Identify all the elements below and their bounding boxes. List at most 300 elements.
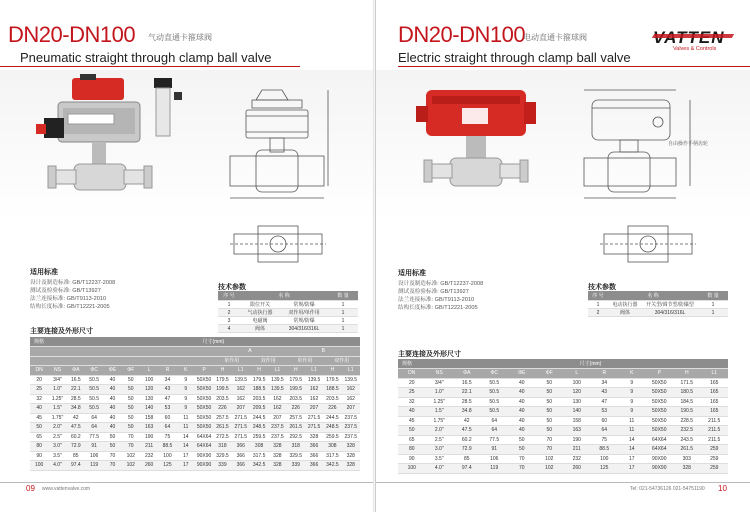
table-cell: 90X90	[646, 454, 674, 464]
table-cell: 40	[508, 416, 536, 426]
table-cell: 328	[305, 432, 323, 442]
table-cell: 1.5"	[48, 404, 66, 414]
table-cell: 50	[122, 404, 140, 414]
table-cell: 3/4"	[48, 375, 66, 385]
table-cell: 40	[103, 404, 121, 414]
dims-heading: 主要连接及外形尺寸	[30, 328, 93, 335]
table-cell: 90X90	[196, 462, 212, 469]
table-cell: 259	[701, 454, 729, 464]
column-header: ΦF	[536, 369, 564, 379]
tech-cell: 1	[698, 301, 728, 309]
table-cell: 259.5	[323, 432, 341, 442]
page-title-en: Electric straight through clamp ball valve	[398, 50, 631, 65]
logo-subtitle: Valves & Controls	[673, 46, 717, 52]
table-cell: 190.5	[673, 407, 701, 417]
table-cell: 9	[618, 388, 646, 398]
table-cell: 50.5	[481, 378, 509, 388]
drawing-note: 自由操作手柄齿轮	[668, 141, 709, 147]
table-cell: 20	[398, 378, 426, 388]
tech-header: 名 称	[240, 291, 328, 301]
table-cell: 2.5"	[48, 432, 66, 442]
table-row	[398, 454, 728, 464]
table-cell: 226	[213, 404, 231, 414]
table-cell: 64X64	[646, 435, 674, 445]
column-header: H	[323, 366, 341, 376]
table-cell: 100	[398, 464, 426, 474]
table-cell: 211	[140, 442, 158, 452]
table-cell: 50X50	[196, 414, 212, 421]
table-cell: 40	[103, 394, 121, 404]
tech-row	[588, 301, 728, 309]
column-header: DN	[398, 369, 426, 379]
table-cell: 102	[122, 451, 140, 461]
tech-header: 数 量	[698, 291, 728, 301]
table-cell: 100	[591, 454, 619, 464]
table-cell: 47	[158, 394, 176, 404]
table-cell: 9	[618, 397, 646, 407]
table-cell: 64	[591, 426, 619, 436]
table-cell: 342.5	[250, 461, 268, 471]
standard-item: 法兰连接标准: GB/T9113-2010	[398, 297, 475, 303]
table-cell: 366	[232, 461, 250, 471]
table-cell: 50	[536, 388, 564, 398]
page-number: 10	[718, 484, 727, 493]
table-cell: 237.5	[342, 423, 360, 433]
table-cell: 4.0"	[48, 461, 66, 471]
table-cell: 70	[508, 464, 536, 474]
table-cell: 17	[618, 464, 646, 474]
table-cell: 162	[232, 385, 250, 395]
tech-cell: 1	[328, 317, 358, 325]
table-cell: 244.5	[323, 413, 341, 423]
column-header: ΦC	[481, 369, 509, 379]
table-cell: 50	[398, 426, 426, 436]
table-cell: 188.5	[323, 385, 341, 395]
table-cell: 47.5	[67, 423, 85, 433]
table-row	[30, 461, 360, 471]
page-title-cn: 气动直通卡箍球阀	[148, 33, 212, 42]
tech-cell: 阀体	[240, 325, 280, 333]
table-row	[30, 413, 360, 423]
table-row	[30, 451, 360, 461]
table-row	[398, 426, 728, 436]
table-cell: 2.0"	[426, 426, 454, 436]
table-cell: 292.5	[287, 432, 305, 442]
table-cell: 203.5	[213, 394, 231, 404]
table-cell: 203.5	[287, 394, 305, 404]
table-row	[398, 397, 728, 407]
table-cell: 271.5	[232, 423, 250, 433]
table-cell: 34.8	[67, 404, 85, 414]
table-cell: 1.75"	[426, 416, 454, 426]
table-cell: 11	[177, 413, 195, 423]
table-cell: 77.5	[481, 435, 509, 445]
table-cell: 199.5	[287, 385, 305, 395]
column-header: H	[673, 369, 701, 379]
table-cell: 1.0"	[48, 385, 66, 395]
table-cell: 339	[213, 461, 231, 471]
table-cell: 207	[305, 404, 323, 414]
table-cell: 317.5	[323, 451, 341, 461]
table-cell: 139.5	[268, 385, 286, 395]
tech-cell: 4	[218, 325, 240, 333]
tech-cell: 双作用/单作用	[280, 309, 328, 317]
table-cell: 64X64	[196, 443, 212, 450]
table-row	[30, 385, 360, 395]
table-cell: 162	[268, 404, 286, 414]
table-cell: 9	[618, 407, 646, 417]
table-cell: 1.25"	[48, 394, 66, 404]
technical-drawing-top-view	[228, 222, 328, 266]
table-cell: 328	[268, 442, 286, 452]
table-cell: 14	[177, 442, 195, 452]
table-cell: 211.5	[701, 426, 729, 436]
table-cell: 211	[563, 445, 591, 455]
table-cell: 43	[591, 388, 619, 398]
table-cell: 11	[618, 416, 646, 426]
table-cell: 248.5	[323, 423, 341, 433]
table-cell: 100	[563, 378, 591, 388]
tech-cell: 电动执行器	[608, 301, 642, 309]
table-cell: 232.5	[673, 426, 701, 436]
table-cell: 17	[618, 454, 646, 464]
table-cell: 40	[103, 423, 121, 433]
table-row	[30, 404, 360, 414]
logo-text	[653, 28, 733, 48]
table-cell: 11	[177, 423, 195, 433]
page-number: 09	[26, 484, 35, 493]
column-header: K	[177, 366, 195, 376]
table-cell: 120	[140, 385, 158, 395]
group-b-label: B	[287, 347, 360, 357]
table-cell: 40	[103, 375, 121, 385]
table-cell: 162	[342, 385, 360, 395]
table-cell: 80	[30, 442, 48, 452]
table-cell: 50X50	[196, 405, 212, 412]
tech-row	[588, 309, 728, 317]
table-cell: 366	[232, 451, 250, 461]
table-cell: 328	[268, 451, 286, 461]
table-cell: 90X90	[646, 464, 674, 474]
table-cell: 259	[701, 464, 729, 474]
logo-swoosh	[652, 34, 734, 38]
table-cell: 70	[122, 432, 140, 442]
table-cell: 16.5	[453, 378, 481, 388]
table-cell: 165	[701, 397, 729, 407]
table-cell: 64	[481, 426, 509, 436]
table-cell: 100	[158, 451, 176, 461]
tech-cell: 3	[218, 317, 240, 325]
sub-header: 双作用	[323, 356, 360, 366]
table-cell: 261.5	[287, 423, 305, 433]
footer-rule	[376, 482, 750, 483]
website: www.vattenvalve.com	[42, 486, 91, 492]
column-header: L1	[268, 366, 286, 376]
table-cell: 50X50	[646, 407, 674, 417]
tech-cell: 电磁阀	[240, 317, 280, 325]
table-cell: 50X50	[646, 416, 674, 426]
table-cell: 184.5	[673, 397, 701, 407]
tech-cell: 1	[218, 301, 240, 309]
tech-row	[218, 317, 358, 325]
table-cell: 366	[305, 451, 323, 461]
table-cell: 17	[177, 451, 195, 461]
column-header: L1	[342, 366, 360, 376]
table-cell: 165	[701, 407, 729, 417]
table-cell: 88.5	[591, 445, 619, 455]
table-cell: 125	[591, 464, 619, 474]
table-cell: 50	[103, 432, 121, 442]
table-cell: 72.9	[67, 442, 85, 452]
standards-heading: 适用标准	[398, 270, 426, 277]
sub-header: 单作用	[287, 356, 324, 366]
table-cell: 317.5	[250, 451, 268, 461]
table-cell: 50X50	[646, 397, 674, 407]
table-cell: 50	[536, 416, 564, 426]
column-header: L1	[232, 366, 250, 376]
table-cell: 100	[30, 461, 48, 471]
table-cell: 203.5	[250, 394, 268, 404]
tech-heading: 技术参数	[588, 284, 616, 291]
column-header: ΦE	[103, 366, 121, 376]
column-header: H	[287, 366, 305, 376]
table-cell: 16.5	[67, 375, 85, 385]
column-header: NS	[426, 369, 454, 379]
table-cell: 125	[158, 461, 176, 471]
table-cell: 50	[122, 413, 140, 423]
table-cell: 179.5	[250, 375, 268, 385]
table-cell: 50X50	[196, 424, 212, 431]
technical-drawing-top-view	[598, 222, 698, 266]
electric-actuator-photo	[412, 80, 562, 210]
sub-header: 单作用	[213, 356, 250, 366]
table-cell: 162	[232, 394, 250, 404]
title-rule	[398, 66, 750, 67]
table-row	[398, 435, 728, 445]
tech-row	[218, 309, 358, 317]
table-cell: 190	[140, 432, 158, 442]
spec-label: 规格	[398, 359, 453, 369]
table-cell: 50	[536, 378, 564, 388]
column-header: L1	[701, 369, 729, 379]
tech-cell: 1	[588, 301, 608, 309]
table-cell: 207	[232, 404, 250, 414]
table-cell: 50X50	[196, 376, 212, 383]
table-cell: 9	[177, 385, 195, 395]
table-cell: 53	[158, 404, 176, 414]
table-cell: 70	[103, 461, 121, 471]
vatten-logo	[653, 28, 733, 62]
table-cell: 162	[305, 385, 323, 395]
table-cell: 139.5	[232, 375, 250, 385]
tech-cell: 开关型/调节型/防爆型	[642, 301, 698, 309]
table-cell: 34	[158, 375, 176, 385]
column-header: P	[195, 366, 213, 376]
table-cell: 34	[591, 378, 619, 388]
table-cell: 45	[398, 416, 426, 426]
table-cell: 119	[481, 464, 509, 474]
table-cell: 70	[536, 445, 564, 455]
table-cell: 47	[591, 397, 619, 407]
table-cell: 226	[323, 404, 341, 414]
table-cell: 271.5	[232, 413, 250, 423]
technical-drawing	[222, 86, 342, 216]
tech-cell: 2	[218, 309, 240, 317]
table-cell: 97.4	[453, 464, 481, 474]
table-cell: 272.5	[213, 432, 231, 442]
table-cell: 342.5	[323, 461, 341, 471]
table-cell: 40	[103, 385, 121, 395]
table-cell: 366	[232, 442, 250, 452]
table-cell: 50	[30, 423, 48, 433]
table-cell: 60.2	[453, 435, 481, 445]
table-cell: 260	[140, 461, 158, 471]
table-cell: 140	[140, 404, 158, 414]
table-cell: 158	[563, 416, 591, 426]
tech-cell: 304/316/316L	[280, 325, 328, 333]
table-cell: 75	[591, 435, 619, 445]
table-cell: 50	[122, 375, 140, 385]
table-cell: 32	[398, 397, 426, 407]
table-cell: 50	[122, 423, 140, 433]
table-cell: 90	[30, 451, 48, 461]
tech-cell: 阀体	[608, 309, 642, 317]
tech-cell: 常规/防爆	[280, 301, 328, 309]
tech-heading: 技术参数	[218, 284, 246, 291]
table-row	[398, 464, 728, 474]
table-cell: 328	[268, 461, 286, 471]
table-cell: 9	[177, 394, 195, 404]
table-cell: 328	[342, 461, 360, 471]
dims-table	[398, 359, 728, 474]
table-cell: 1.0"	[426, 388, 454, 398]
table-cell: 9	[618, 378, 646, 388]
table-cell: 34.8	[453, 407, 481, 417]
table-cell: 22.1	[67, 385, 85, 395]
tech-cell: 2	[588, 309, 608, 317]
table-cell: 366	[305, 442, 323, 452]
table-cell: 14	[177, 432, 195, 442]
table-cell: 47.5	[453, 426, 481, 436]
column-header: R	[158, 366, 176, 376]
table-cell: 60	[591, 416, 619, 426]
standard-item: 测试及检验标准: GB/T13927	[30, 288, 101, 294]
table-cell: 91	[481, 445, 509, 455]
table-cell: 2.5"	[426, 435, 454, 445]
table-cell: 207	[342, 404, 360, 414]
tech-cell: 1	[328, 301, 358, 309]
table-cell: 120	[563, 388, 591, 398]
table-cell: 50	[122, 385, 140, 395]
table-cell: 1.25"	[426, 397, 454, 407]
table-cell: 40	[508, 426, 536, 436]
table-cell: 140	[563, 407, 591, 417]
table-cell: 100	[140, 375, 158, 385]
tech-header: 序 号	[588, 291, 608, 301]
tech-cell: 304/316/316L	[642, 309, 698, 317]
table-cell: 64	[85, 423, 103, 433]
table-cell: 40	[508, 378, 536, 388]
table-cell: 40	[30, 404, 48, 414]
table-cell: 237.5	[268, 423, 286, 433]
table-cell: 14	[618, 435, 646, 445]
tech-header: 序 号	[218, 291, 240, 301]
tech-row	[218, 301, 358, 309]
tech-table	[588, 291, 728, 317]
column-header: ΦC	[85, 366, 103, 376]
table-cell: 90X90	[196, 452, 212, 459]
table-cell: 1.5"	[426, 407, 454, 417]
column-header: ΦF	[122, 366, 140, 376]
column-header: NS	[48, 366, 66, 376]
right-page	[375, 0, 750, 512]
tech-cell: 1	[328, 309, 358, 317]
table-cell: 139.5	[342, 375, 360, 385]
table-row	[30, 442, 360, 452]
table-cell: 50X50	[196, 395, 212, 402]
group-a-label: A	[213, 347, 286, 357]
standard-item: 设计及制造标准: GB/T12237-2008	[30, 280, 116, 286]
table-cell: 50	[508, 435, 536, 445]
table-cell: 50X50	[646, 426, 674, 436]
column-header: R	[591, 369, 619, 379]
table-cell: 130	[140, 394, 158, 404]
table-cell: 70	[122, 442, 140, 452]
standard-item: 结构长度标准: GB/T12221-2005	[30, 304, 110, 310]
table-cell: 50.5	[85, 375, 103, 385]
table-cell: 228.5	[673, 416, 701, 426]
table-cell: 25	[398, 388, 426, 398]
table-cell: 260	[563, 464, 591, 474]
table-cell: 328	[342, 442, 360, 452]
table-cell: 106	[481, 454, 509, 464]
table-cell: 237.5	[268, 432, 286, 442]
page-title-model: DN20-DN100	[398, 22, 526, 47]
table-cell: 106	[85, 451, 103, 461]
tech-row	[218, 325, 358, 333]
column-header: L1	[305, 366, 323, 376]
table-cell: 91	[85, 442, 103, 452]
table-cell: 102	[122, 461, 140, 471]
table-cell: 40	[508, 388, 536, 398]
column-header: ΦE	[508, 369, 536, 379]
table-cell: 50X50	[646, 378, 674, 388]
table-cell: 60	[158, 413, 176, 423]
pneumatic-actuator-photo	[30, 72, 200, 212]
table-cell: 3/4"	[426, 378, 454, 388]
table-cell: 162	[305, 394, 323, 404]
table-cell: 50.5	[481, 397, 509, 407]
table-cell: 53	[591, 407, 619, 417]
table-cell: 179.5	[287, 375, 305, 385]
phone-number: Tel: 021-54736126 021-54751190	[630, 486, 705, 492]
standards-heading: 适用标准	[30, 269, 58, 276]
table-cell: 158	[140, 413, 158, 423]
table-cell: 70	[508, 454, 536, 464]
standard-item: 结构长度标准: GB/T12221-2005	[398, 305, 478, 311]
table-cell: 80	[398, 445, 426, 455]
table-cell: 102	[536, 464, 564, 474]
table-cell: 64	[85, 413, 103, 423]
table-cell: 20	[30, 375, 48, 385]
table-row	[30, 423, 360, 433]
table-cell: 318	[287, 442, 305, 452]
table-cell: 3.5"	[426, 454, 454, 464]
table-cell: 162	[268, 394, 286, 404]
table-cell: 2.0"	[48, 423, 66, 433]
table-cell: 232	[140, 451, 158, 461]
table-cell: 1.75"	[48, 413, 66, 423]
